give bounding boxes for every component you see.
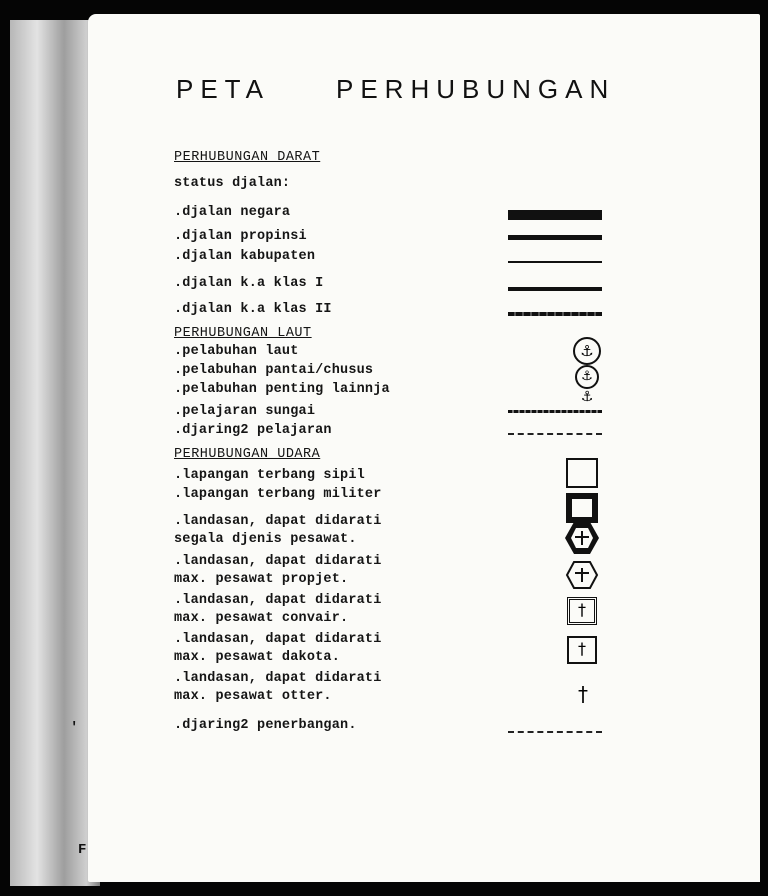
legend-item: .landasan, dapat didarati bbox=[174, 632, 382, 647]
title-word-perhubungan: PERHUBUNGAN bbox=[336, 74, 616, 104]
legend-item: .pelabuhan penting lainnja bbox=[174, 382, 390, 397]
road-national-symbol bbox=[508, 210, 602, 220]
legend-item: .lapangan terbang militer bbox=[174, 487, 382, 502]
legend-item: .djalan propinsi bbox=[174, 229, 307, 244]
shipping-network-symbol bbox=[508, 433, 602, 435]
spine-mark: F bbox=[78, 842, 87, 858]
seaport-anchor-icon: ⚓ bbox=[573, 337, 601, 365]
section-heading-udara: PERHUBUNGAN UDARA bbox=[174, 447, 321, 462]
legend-item: .pelajaran sungai bbox=[174, 404, 316, 419]
coastal-port-anchor-icon: ⚓ bbox=[575, 365, 599, 389]
legend-item: max. pesawat propjet. bbox=[174, 572, 349, 587]
legend-item: .landasan, dapat didarati bbox=[174, 514, 382, 529]
legend-item: max. pesawat convair. bbox=[174, 611, 349, 626]
status-label: status djalan: bbox=[174, 176, 291, 191]
legend-item: .djaring2 pelajaran bbox=[174, 423, 332, 438]
legend-item: .djalan kabupaten bbox=[174, 249, 316, 264]
legend-item: .djaring2 penerbangan. bbox=[174, 718, 357, 733]
runway-propjet-icon bbox=[565, 560, 599, 590]
road-class2-symbol bbox=[508, 312, 602, 316]
road-provincial-symbol bbox=[508, 235, 602, 240]
road-class1-symbol bbox=[508, 287, 602, 291]
legend-item: max. pesawat dakota. bbox=[174, 650, 341, 665]
runway-all-aircraft-icon bbox=[563, 520, 601, 556]
legend-item: .djalan k.a klas II bbox=[174, 302, 332, 317]
convair-plane-icon: † bbox=[578, 600, 586, 619]
legend-item: .lapangan terbang sipil bbox=[174, 468, 365, 483]
book-spine bbox=[10, 20, 100, 886]
section-heading-darat: PERHUBUNGAN DARAT bbox=[174, 150, 321, 165]
dakota-plane-icon: † bbox=[578, 639, 586, 658]
civil-airfield-icon bbox=[566, 458, 598, 488]
river-route-symbol bbox=[508, 410, 602, 413]
legend-item: max. pesawat otter. bbox=[174, 689, 332, 704]
legend-item: segala djenis pesawat. bbox=[174, 532, 357, 547]
legend-item: .landasan, dapat didarati bbox=[174, 593, 382, 608]
air-network-symbol bbox=[508, 731, 602, 733]
legend-item: .pelabuhan pantai/chusus bbox=[174, 363, 374, 378]
other-port-anchor-icon: ⚓ bbox=[580, 389, 594, 405]
military-airfield-icon bbox=[566, 493, 598, 523]
legend-item: .landasan, dapat didarati bbox=[174, 671, 382, 686]
runway-otter-icon: † bbox=[578, 682, 588, 706]
legend-item: .landasan, dapat didarati bbox=[174, 554, 382, 569]
spine-mark: ' bbox=[70, 720, 79, 736]
legend-item: .djalan k.a klas I bbox=[174, 276, 324, 291]
title-word-peta: PETA bbox=[176, 74, 270, 104]
section-heading-laut: PERHUBUNGAN LAUT bbox=[174, 326, 312, 341]
legend-item: .pelabuhan laut bbox=[174, 344, 299, 359]
road-regency-symbol bbox=[508, 261, 602, 263]
legend-item: .djalan negara bbox=[174, 205, 291, 220]
